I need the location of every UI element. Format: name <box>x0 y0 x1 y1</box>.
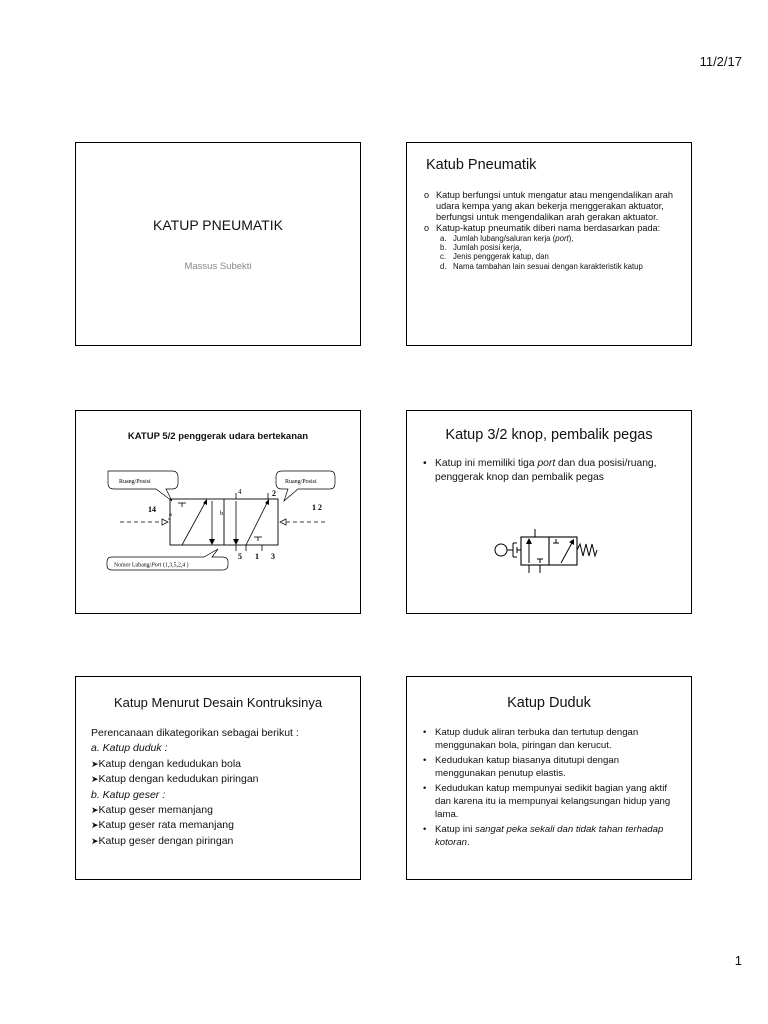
bullet: o Katup-katup pneumatik diberi nama berdasarkan pada: a. Jumlah lubang/saluran kerja (port), b. Jumlah posisi kerja, c. Jenis penggerak katup, dan d. Nama tambahan lain sesuai dengan karakteristik katup <box>424 223 682 271</box>
port-label: b <box>220 510 224 517</box>
slide-body <box>424 190 682 271</box>
valve-52-diagram <box>106 467 336 571</box>
slide-katup-32 <box>406 410 692 614</box>
bullet: • Katup ini memiliki tiga port dan dua posisi/ruang, penggerak knop dan pembalik pegas <box>423 457 675 484</box>
list-item: ➤Katup dengan kedudukan piringan <box>91 773 259 786</box>
slide-heading: Katup Menurut Desain Kontruksinya <box>113 695 323 710</box>
arrow-bullet-icon: ➤ <box>91 805 99 816</box>
diagram-label: Ruang/Posisi <box>119 479 151 485</box>
page-date: 11/2/17 <box>699 54 742 69</box>
bullet: • Katup ini sangat peka sekali dan tidak tahan terhadap kotoran. <box>423 824 679 849</box>
arrow-bullet-icon: ➤ <box>91 774 99 785</box>
diagram-note: Nomor Lubang/Port (1,3,5,2,4 ) <box>114 562 189 569</box>
port-label: 5 <box>238 552 242 561</box>
page-number: 1 <box>734 953 742 968</box>
list-item: b. Jumlah posisi kerja, <box>440 243 522 253</box>
list-item: ➤Katup dengan kedudukan bola <box>91 757 242 770</box>
port-label: 4 <box>238 488 242 496</box>
slide-heading: Katub Pneumatik <box>426 157 537 173</box>
list-item: a. Jumlah lubang/saluran kerja (port), <box>440 234 574 243</box>
port-label: a <box>169 511 172 518</box>
bullet: • Kedudukan katup biasanya ditutupi dengan menggunakan penutup elastis. <box>423 755 679 780</box>
slide-main-title: KATUP PNEUMATIK <box>153 217 283 233</box>
port-label: 1 <box>255 552 259 561</box>
arrow-bullet-icon: ➤ <box>91 758 99 769</box>
intro-text: Perencanaan dikategorikan sebagai berikut : <box>91 727 299 739</box>
slide-katub-pneumatik <box>406 142 692 346</box>
arrow-bullet-icon: ➤ <box>91 835 99 846</box>
port-label: 3 <box>271 552 275 561</box>
list-item: ➤Katup geser rata memanjang <box>91 819 234 832</box>
slide-body <box>423 457 675 484</box>
bullet: o Katup berfungsi untuk mengatur atau mengendalikan arah udara kempa yang akan bekerja menggerakan aktuator, berfungsi untuk mengendalikan arah gerakan aktuator. <box>424 190 682 223</box>
sub-list <box>436 234 682 271</box>
slide-author: Massus Subekti <box>184 261 252 272</box>
bullet: • Katup duduk aliran terbuka dan tertutup dengan menggunakan bola, piringan dan kerucut. <box>423 727 679 752</box>
list-item: d. Nama tambahan lain sesuai dengan karakteristik katup <box>440 261 643 271</box>
slide-katup-duduk <box>406 676 692 880</box>
slide-body <box>91 726 353 849</box>
category-b: b. Katup geser : <box>91 788 166 801</box>
valve-32-symbol <box>487 519 601 581</box>
port-label: 14 <box>148 505 156 514</box>
category-a: a. Katup duduk : <box>91 742 168 755</box>
slide-heading: Katup 3/2 knop, pembalik pegas <box>445 427 653 443</box>
port-label: 1 2 <box>312 503 322 512</box>
list-item: ➤Katup geser memanjang <box>91 804 213 817</box>
slide-heading: KATUP 5/2 penggerak udara bertekanan <box>127 431 309 442</box>
arrow-bullet-icon: ➤ <box>91 820 99 831</box>
port-label: 2 <box>272 489 276 498</box>
slide-title <box>75 142 361 346</box>
bullet: • Kedudukan katup mempunyai sedikit bagian yang aktif dan karena itu ia mempunyai kelangsungan hidup yang lama. <box>423 783 679 821</box>
slide-heading: Katup Duduk <box>507 695 591 711</box>
list-item: c. Jenis penggerak katup, dan <box>440 252 549 262</box>
slide-body <box>423 727 679 849</box>
slide-desain-kontruksi <box>75 676 361 880</box>
slide-katup-52 <box>75 410 361 614</box>
list-item: ➤Katup geser dengan piringan <box>91 834 234 847</box>
diagram-label: Ruang/Posisi <box>285 479 317 485</box>
